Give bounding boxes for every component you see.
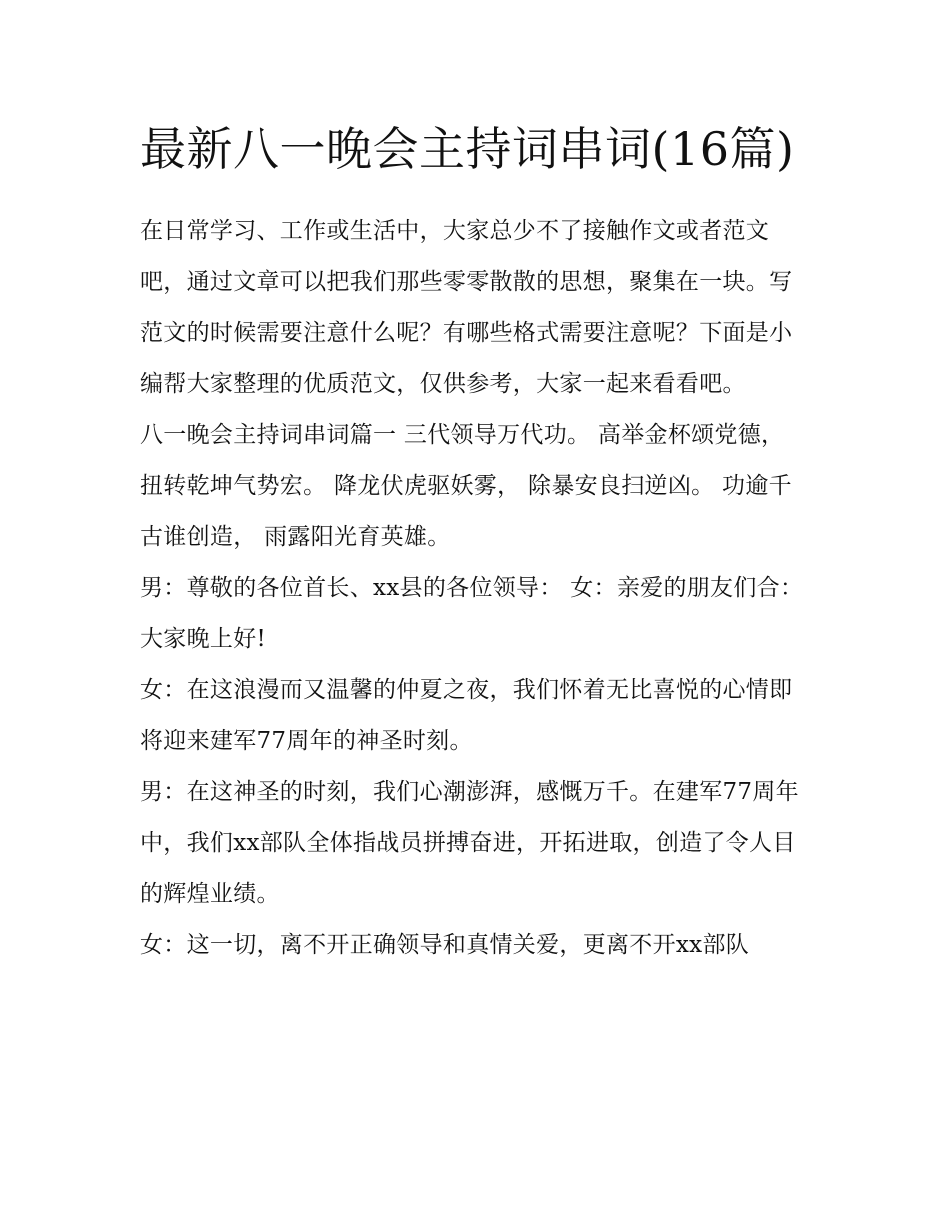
female-host-line-2: 女：这一切，离不开正确领导和真情关爱，更离不开xx部队: [140, 932, 750, 958]
greeting-paragraph: 男：尊敬的各位首长、xx县的各位领导： 女：亲爱的朋友们合：大家晚上好!: [140, 575, 804, 652]
poem-paragraph: 八一晚会主持词串词篇一 三代领导万代功。 高举金杯颂党德， 扭转乾坤气势宏。 降龙伏虎驱妖雾， 除暴安良扫逆凶。 功逾千古谁创造， 雨露阳光育英雄。: [140, 422, 792, 550]
document-title: 最新八一晚会主持词串词(16篇): [140, 122, 795, 176]
document-body: [140, 112, 812, 971]
intro-paragraph: 在日常学习、工作或生活中，大家总少不了接触作文或者范文吧，通过文章可以把我们那些零零散散的思想，聚集在一块。写范文的时候需要注意什么呢？有哪些格式需要注意呢？下面是小编帮大家整理的优质范文，仅供参考，大家一起来看看吧。: [140, 218, 793, 397]
female-host-line-1: 女：在这浪漫而又温馨的仲夏之夜，我们怀着无比喜悦的心情即将迎来建军77周年的神圣时刻。: [140, 677, 793, 754]
male-host-line-1: 男：在这神圣的时刻，我们心潮澎湃，感慨万千。在建军77周年中，我们xx部队全体指战员拼搏奋进，开拓进取，创造了令人目的辉煌业绩。: [140, 779, 799, 907]
